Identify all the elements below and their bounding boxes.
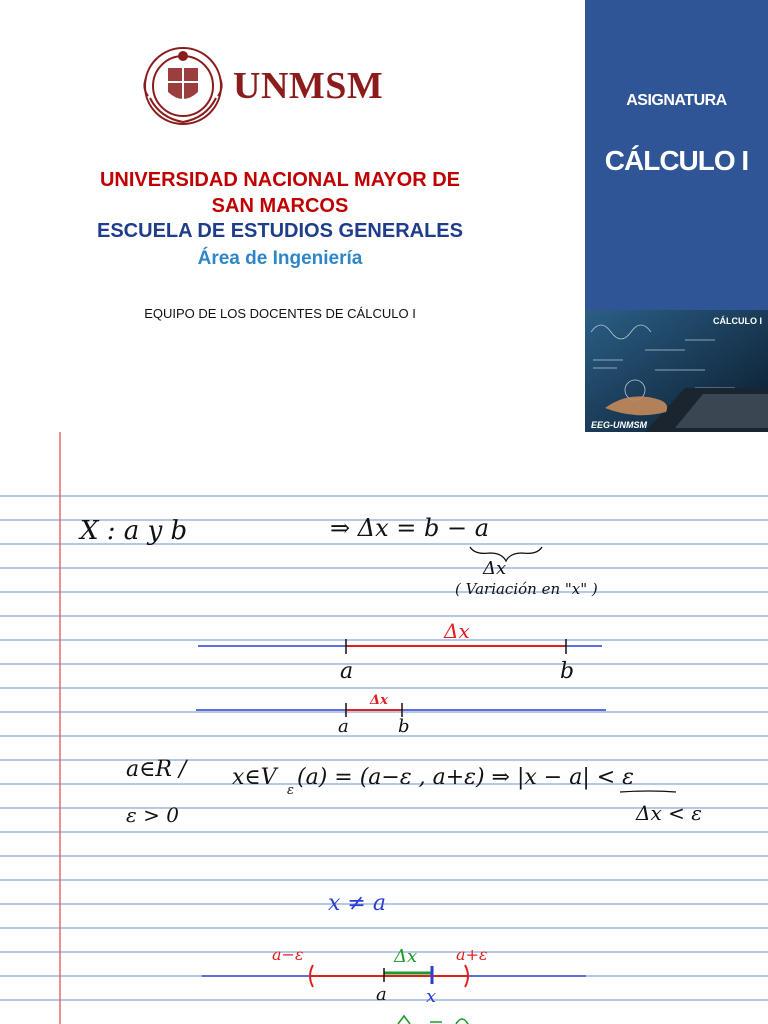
team-label: EQUIPO DE LOS DOCENTES DE CÁLCULO I bbox=[144, 306, 416, 321]
neighborhood-equation: (a) = (a−ε , a+ε) ⇒ |x − a| < ε bbox=[297, 765, 634, 790]
label-a-3: a bbox=[376, 984, 387, 1005]
ruled-lines bbox=[0, 496, 768, 1000]
result-delta-less-epsilon: Δx < ε bbox=[636, 801, 702, 825]
delta-label-green: Δx bbox=[394, 946, 418, 967]
condition-a-in-R: a∈R / bbox=[126, 757, 187, 782]
unmsm-logo bbox=[140, 38, 405, 134]
label-a-2: a bbox=[338, 716, 349, 737]
university-name bbox=[60, 167, 500, 219]
label-b-1: b bbox=[560, 659, 575, 684]
course-photo bbox=[585, 310, 768, 432]
brace-note: ( Variación en "x" ) bbox=[455, 580, 598, 598]
delta-label-large: Δx bbox=[444, 619, 470, 643]
photo-caption: CÁLCULO I bbox=[713, 316, 762, 326]
area-name: Área de Ingeniería bbox=[197, 248, 363, 269]
course-title: CÁLCULO I bbox=[604, 145, 749, 176]
photo-footer: EEG-UNMSM bbox=[591, 420, 647, 430]
university-line-1: UNIVERSIDAD NACIONAL MAYOR DE bbox=[99, 169, 461, 191]
notebook-page bbox=[0, 432, 768, 1024]
logo-text: UNMSM bbox=[233, 65, 384, 107]
delta-label-small: Δx bbox=[370, 693, 388, 708]
slide-header bbox=[0, 0, 768, 432]
cut-off-green-writing bbox=[398, 1016, 468, 1024]
label-b-2: b bbox=[398, 716, 410, 737]
right-endpoint-label: a+ε bbox=[456, 945, 488, 964]
university-line-2: SAN MARCOS bbox=[211, 195, 349, 217]
math-laptop-illustration bbox=[585, 310, 768, 432]
delta-definition: ⇒ Δx = b − a bbox=[330, 514, 490, 542]
unmsm-seal-icon bbox=[140, 38, 226, 134]
label-x-3: x bbox=[426, 986, 437, 1007]
condition-epsilon: ε > 0 bbox=[126, 803, 179, 827]
brace-label: Δx bbox=[483, 558, 507, 579]
neighborhood-subscript: ε bbox=[287, 783, 294, 798]
course-banner bbox=[585, 0, 768, 310]
label-a-1: a bbox=[340, 659, 354, 684]
handwritten-notes bbox=[0, 432, 768, 1024]
x-not-equal-a: x ≠ a bbox=[328, 891, 386, 916]
left-endpoint-label: a−ε bbox=[272, 945, 304, 964]
variable-definition: X : a y b bbox=[80, 516, 188, 546]
neighborhood-start: x∈V bbox=[232, 765, 277, 790]
subject-label: ASIGNATURA bbox=[626, 92, 727, 109]
result-underline bbox=[620, 791, 676, 792]
school-name: ESCUELA DE ESTUDIOS GENERALES bbox=[97, 220, 463, 242]
